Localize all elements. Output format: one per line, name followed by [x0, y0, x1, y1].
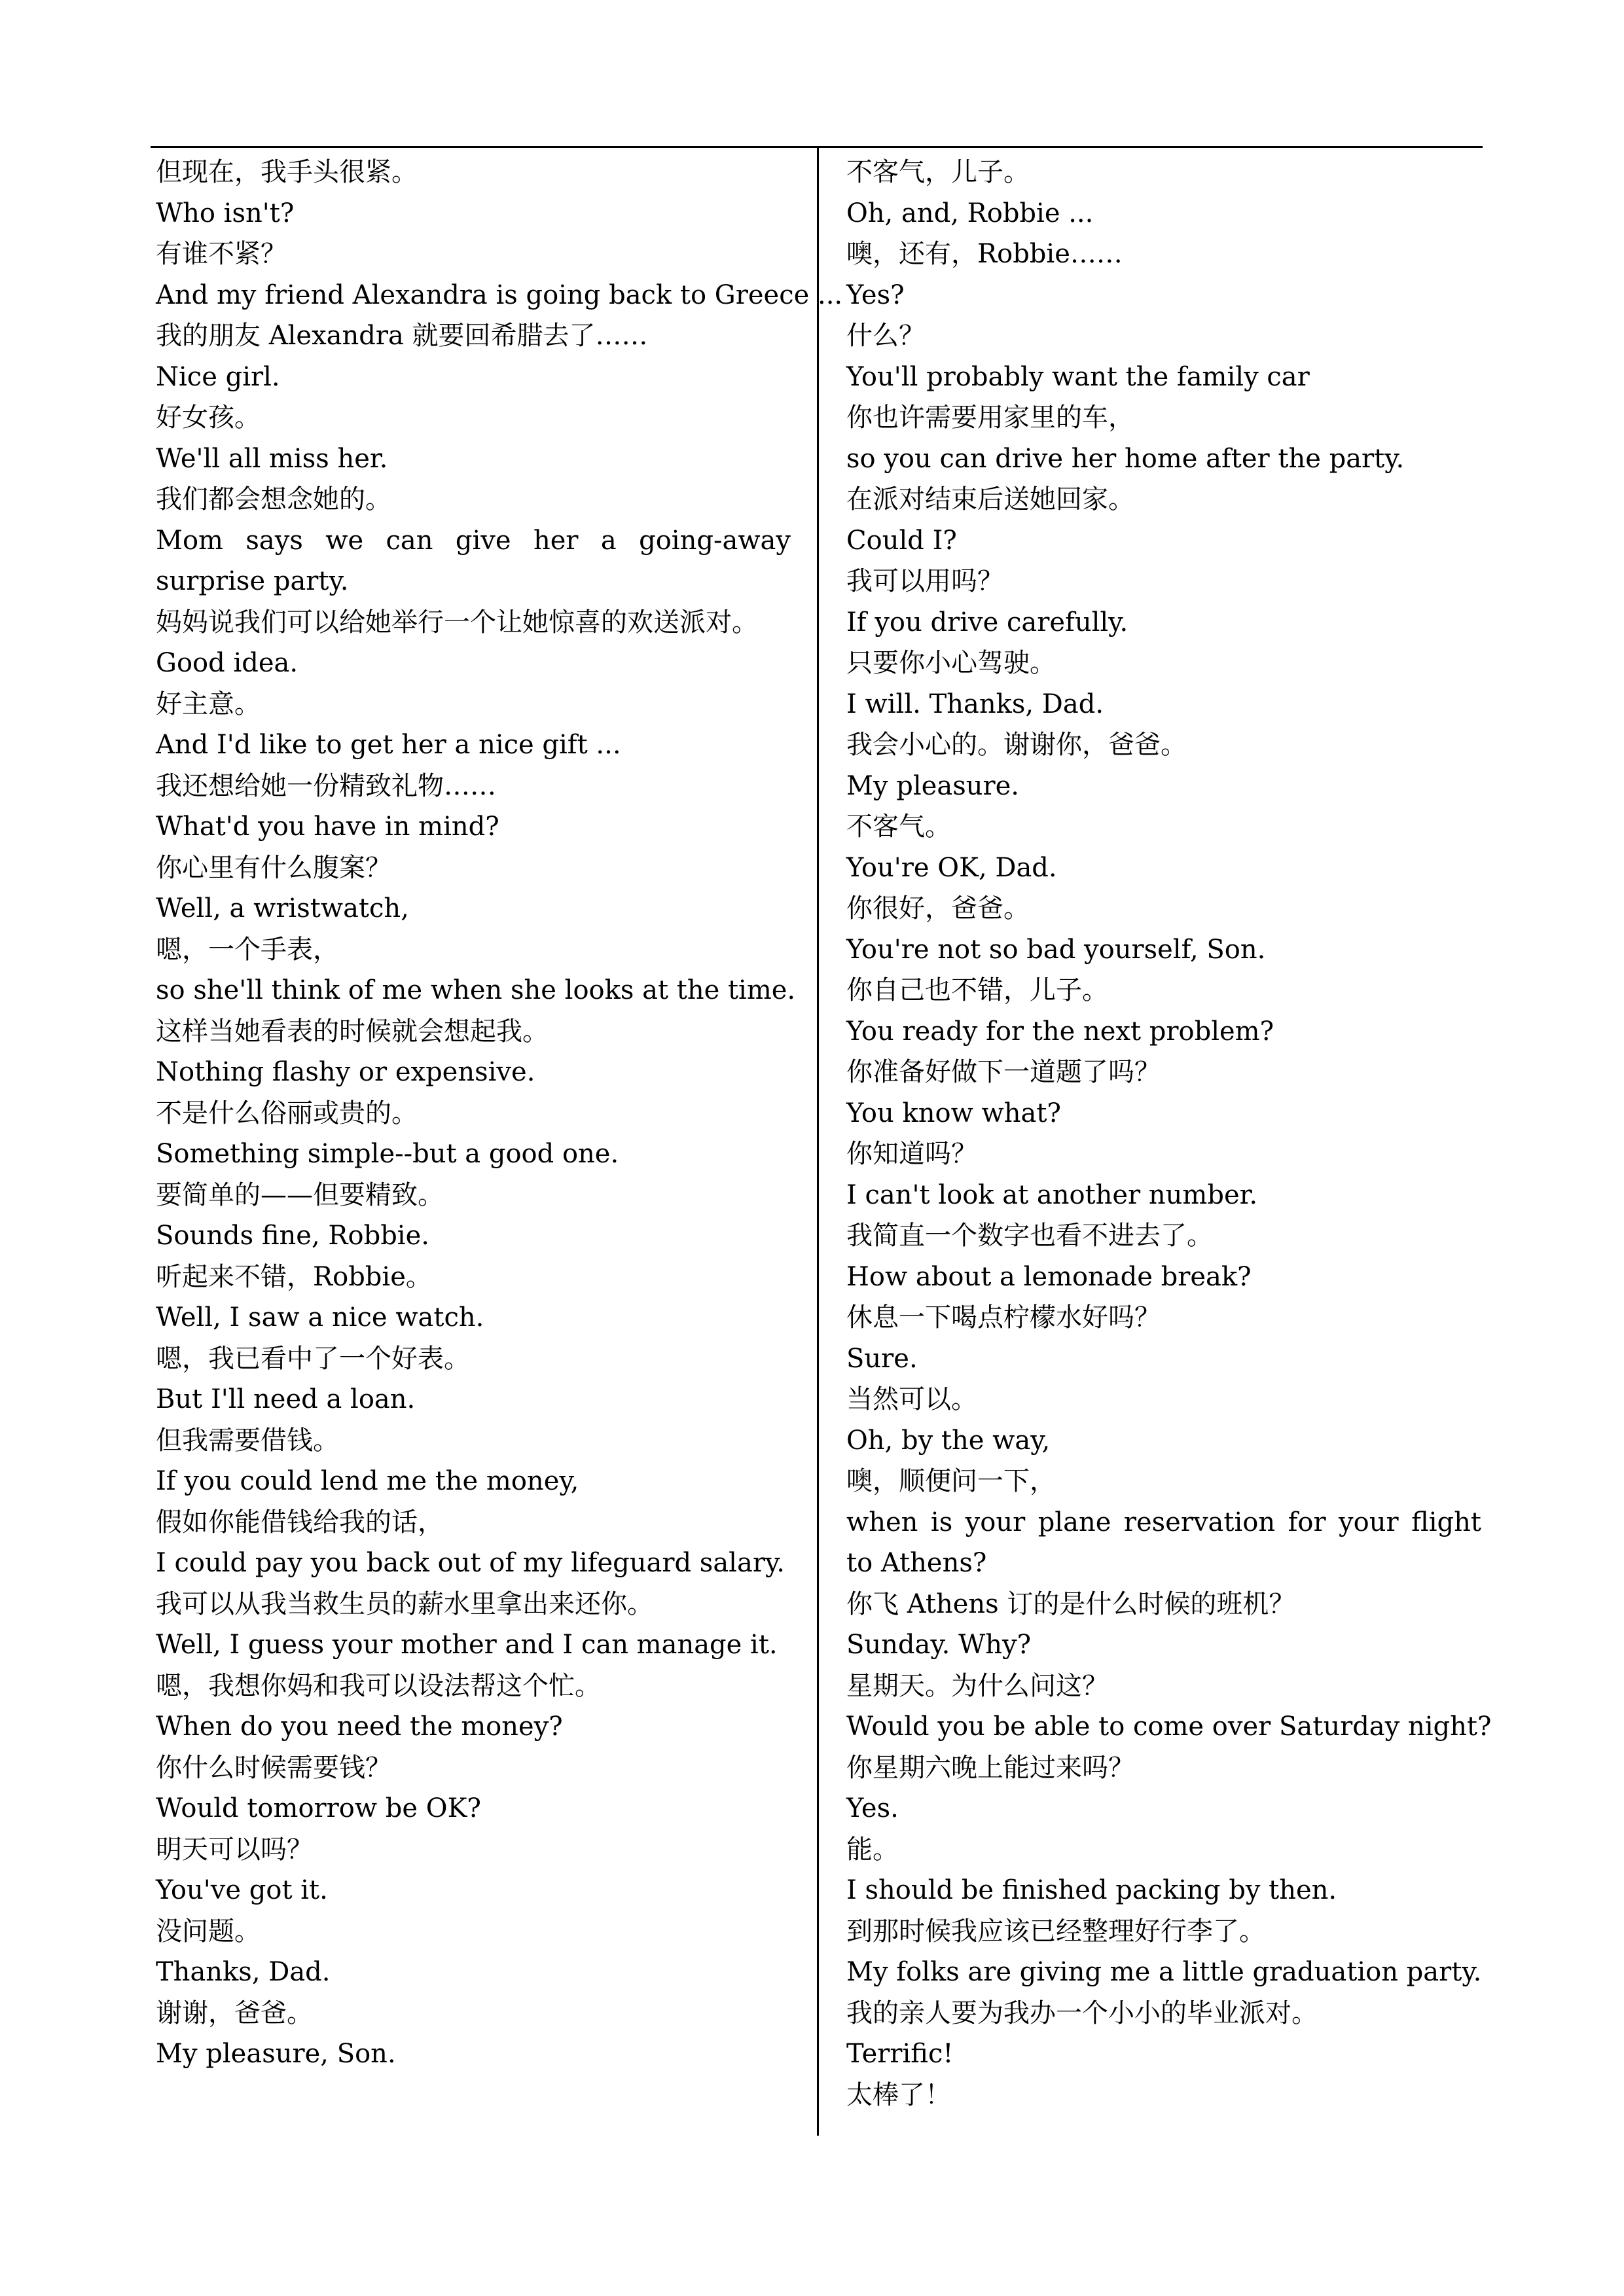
dialogue-line: 不客气，儿子。 — [846, 157, 1030, 187]
dialogue-line: 但我需要借钱。 — [156, 1425, 339, 1456]
dialogue-line: 当然可以。 — [846, 1384, 977, 1414]
dialogue-line: I could pay you back out of my lifeguard salary. — [156, 1548, 785, 1578]
dialogue-line: Sounds fine, Robbie. — [156, 1221, 429, 1251]
dialogue-line: We'll all miss her. — [156, 443, 388, 474]
dialogue-line: You're OK, Dad. — [846, 852, 1057, 883]
dialogue-line: 我的亲人要为我办一个小小的毕业派对。 — [846, 1998, 1318, 2028]
dialogue-line: What'd you have in mind? — [156, 812, 499, 842]
dialogue-line: Thanks, Dad. — [156, 1957, 331, 1987]
dialogue-line: How about a lemonade break? — [846, 1261, 1252, 1292]
dialogue-line: 我们都会想念她的。 — [156, 484, 391, 514]
dialogue-line: 只要你小心驾驶。 — [846, 648, 1056, 678]
dialogue-line: 我的朋友 Alexandra 就要回希腊去了…… — [156, 321, 648, 351]
dialogue-line: Well, I guess your mother and I can manage it. — [156, 1630, 778, 1660]
dialogue-line: But I'll need a loan. — [156, 1384, 416, 1414]
dialogue-line: You know what? — [846, 1098, 1061, 1128]
dialogue-line: My pleasure. — [846, 770, 1019, 801]
column-divider — [817, 146, 819, 2136]
dialogue-line: 我简直一个数字也看不进去了。 — [846, 1221, 1213, 1251]
dialogue-line: Yes. — [846, 1793, 899, 1823]
dialogue-line: 噢，顺便问一下， — [846, 1466, 1056, 1496]
dialogue-line: If you could lend me the money, — [156, 1466, 579, 1496]
dialogue-line: Who isn't? — [156, 198, 295, 228]
dialogue-line: 我会小心的。谢谢你，爸爸。 — [846, 730, 1187, 760]
dialogue-line: 在派对结束后送她回家。 — [846, 484, 1134, 514]
dialogue-line: Would tomorrow be OK? — [156, 1793, 481, 1823]
dialogue-line: 你飞 Athens 订的是什么时候的班机？ — [846, 1588, 1295, 1619]
dialogue-line: And my friend Alexandra is going back to Greece ... — [156, 279, 843, 310]
dialogue-line: 假如你能借钱给我的话， — [156, 1507, 444, 1537]
dialogue-line: 不客气。 — [846, 812, 951, 842]
dialogue-line: Well, a wristwatch, — [156, 893, 409, 924]
dialogue-line: Nothing flashy or expensive. — [156, 1057, 535, 1087]
dialogue-line: 听起来不错，Robbie。 — [156, 1261, 432, 1292]
dialogue-line: 噢，还有，Robbie…… — [846, 239, 1123, 269]
dialogue-line: Would you be able to come over Saturday night? — [846, 1712, 1492, 1742]
dialogue-line: Well, I saw a nice watch. — [156, 1302, 484, 1333]
dialogue-line: You're not so bad yourself, Son. — [846, 934, 1266, 965]
dialogue-line: 你什么时候需要钱？ — [156, 1752, 391, 1783]
dialogue-line: 你也许需要用家里的车， — [846, 403, 1134, 433]
dialogue-line: 嗯，一个手表， — [156, 934, 339, 965]
dialogue-line: 你自己也不错，儿子。 — [846, 975, 1108, 1005]
dialogue-line: Something simple--but a good one. — [156, 1139, 619, 1169]
dialogue-line: 嗯，我已看中了一个好表。 — [156, 1343, 470, 1374]
dialogue-line: Terrific! — [846, 2039, 954, 2069]
left-column — [156, 152, 843, 2075]
dialogue-line: 你很好，爸爸。 — [846, 893, 1030, 924]
dialogue-line: My folks are giving me a little graduation party. — [846, 1957, 1482, 1987]
dialogue-line: Sure. — [846, 1343, 918, 1374]
dialogue-line: Could I? — [846, 525, 957, 556]
dialogue-line: Sunday. Why? — [846, 1630, 1032, 1660]
dialogue-line: Oh, and, Robbie ... — [846, 198, 1094, 228]
dialogue-line: 谢谢，爸爸。 — [156, 1998, 313, 2028]
dialogue-line: Oh, by the way, — [846, 1425, 1051, 1456]
dialogue-line: You'll probably want the family car — [846, 361, 1310, 392]
dialogue-line: Nice girl. — [156, 361, 280, 392]
dialogue-line: And I'd like to get her a nice gift ... — [156, 730, 621, 760]
dialogue-line: I will. Thanks, Dad. — [846, 689, 1104, 719]
dialogue-line: so you can drive her home after the party. — [846, 443, 1405, 474]
dialogue-line: 你知道吗？ — [846, 1139, 977, 1169]
dialogue-line: 我还想给她一份精致礼物…… — [156, 770, 496, 801]
dialogue-line: 你心里有什么腹案？ — [156, 852, 391, 883]
dialogue-line: 好女孩。 — [156, 403, 261, 433]
dialogue-line: 能。 — [846, 1834, 899, 1865]
dialogue-line: 星期天。为什么问这？ — [846, 1670, 1108, 1701]
dialogue-line: 我可以从我当救生员的薪水里拿出来还你。 — [156, 1588, 653, 1619]
dialogue-line: Mom says we can give her a going-away surprise party. — [156, 525, 791, 596]
dialogue-line: 到那时候我应该已经整理好行李了。 — [846, 1916, 1265, 1946]
dialogue-line: 嗯，我想你妈和我可以设法帮这个忙。 — [156, 1670, 601, 1701]
dialogue-line: 我可以用吗？ — [846, 566, 1003, 596]
dialogue-line: 什么？ — [846, 321, 925, 351]
dialogue-line: Yes? — [846, 279, 905, 310]
dialogue-line: My pleasure, Son. — [156, 2039, 396, 2069]
dialogue-line: when is your plane reservation for your flight to Athens? — [846, 1507, 1481, 1578]
dialogue-line: 有谁不紧？ — [156, 239, 287, 269]
dialogue-line: If you drive carefully. — [846, 607, 1128, 637]
dialogue-line: I should be finished packing by then. — [846, 1875, 1337, 1905]
dialogue-line: 明天可以吗？ — [156, 1834, 313, 1865]
dialogue-line: 要简单的——但要精致。 — [156, 1179, 444, 1210]
dialogue-line: You ready for the next problem? — [846, 1016, 1274, 1047]
dialogue-line: 休息一下喝点柠檬水好吗？ — [846, 1302, 1161, 1333]
dialogue-line: When do you need the money? — [156, 1712, 563, 1742]
dialogue-line: You've got it. — [156, 1875, 328, 1905]
dialogue-line: 不是什么俗丽或贵的。 — [156, 1098, 418, 1128]
dialogue-line: 你星期六晚上能过来吗？ — [846, 1752, 1134, 1783]
dialogue-line: 太棒了！ — [846, 2079, 951, 2110]
dialogue-line: Good idea. — [156, 648, 298, 678]
dialogue-line: 没问题。 — [156, 1916, 261, 1946]
right-column — [846, 152, 1492, 2115]
dialogue-line: 妈妈说我们可以给她举行一个让她惊喜的欢送派对。 — [156, 607, 758, 637]
dialogue-line: 这样当她看表的时候就会想起我。 — [156, 1016, 549, 1047]
dialogue-line: 但现在，我手头很紧。 — [156, 157, 418, 187]
dialogue-line: 你准备好做下一道题了吗？ — [846, 1057, 1161, 1087]
dialogue-line: 好主意。 — [156, 689, 261, 719]
dialogue-line: I can't look at another number. — [846, 1179, 1258, 1210]
dialogue-line: so she'll think of me when she looks at the time. — [156, 975, 796, 1005]
